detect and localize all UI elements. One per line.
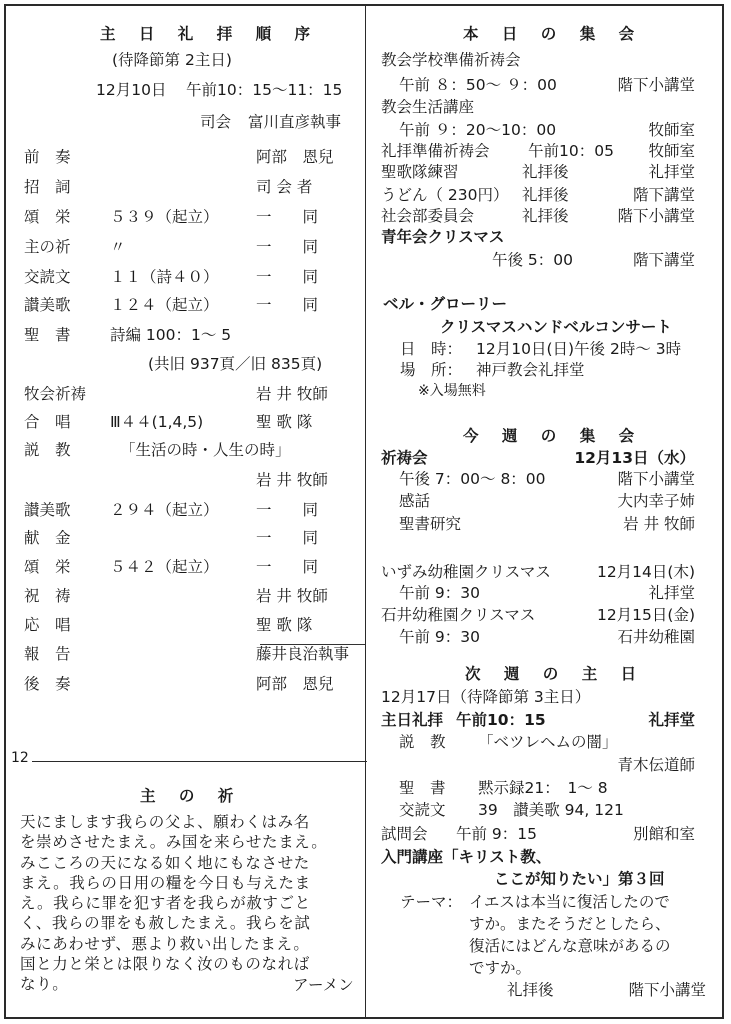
event-time: 礼拝後 [522, 186, 569, 204]
event-row [0, 732, 720, 752]
theme-label: テーマ： [400, 893, 463, 911]
order-item-label: 主の祈 [24, 238, 71, 256]
event-name: 試問会 [381, 825, 428, 843]
order-item-label: 頌 栄 [24, 208, 71, 226]
today-title: 本 日 の 集 会 [463, 25, 644, 43]
event-place: 青木伝道師 [617, 756, 695, 774]
theme-line: 復活にはどんな意味があるの [469, 937, 671, 955]
event-name: 説 教 [399, 733, 446, 751]
event-row [0, 491, 720, 511]
order-item-detail: ５３９（起立） [110, 208, 219, 226]
event-place: 階下講堂 [632, 251, 695, 269]
event-row [0, 162, 720, 182]
event-name: 午前 9：30 [399, 628, 481, 646]
order-item-detail: １１（詩４０） [110, 268, 219, 286]
order-item-person: 一 同 [256, 529, 319, 547]
order-item-label: 前 奏 [24, 148, 71, 166]
prayer-line: を崇めさせたまえ。み国を来らせたまえ。 [20, 833, 328, 852]
week-title: 今 週 の 集 会 [463, 427, 644, 445]
event-name: 主日礼拝 [381, 711, 444, 729]
presider-label: 司会 [200, 113, 232, 131]
order-item-label: 聖 書 [24, 326, 71, 344]
event-row [0, 755, 720, 775]
next-date: 12月17日（待降節第 3主日） [381, 688, 591, 706]
bell-date-label: 日 時： [400, 340, 463, 358]
event-name: 礼拝準備祈祷会 [381, 142, 490, 160]
order-item-label: 報 告 [24, 645, 71, 663]
event-row [0, 627, 720, 647]
event-time: 午後 5：00 [492, 251, 574, 269]
order-row [0, 295, 360, 315]
order-item-detail: (共旧 937頁／旧 835頁) [148, 355, 323, 373]
event-name: いずみ幼稚園クリスマス [381, 563, 551, 581]
event-row [0, 583, 720, 603]
order-item-label: 合 唱 [24, 413, 71, 431]
event-place: 階下小講堂 [617, 207, 695, 225]
bell-place: 神戸教会礼拝堂 [476, 361, 585, 379]
event-place: 12月13日（水） [574, 449, 695, 467]
intro-course-title: 入門講座「キリスト教、 [381, 848, 552, 866]
event-place: 岩 井 牧師 [623, 515, 695, 533]
order-item-person: 聖 歌 隊 [256, 616, 313, 634]
bell-title: ベル・グローリー [383, 295, 508, 313]
event-place: 牧師室 [648, 142, 695, 160]
event-row [0, 50, 720, 70]
event-time: 午前10：05 [528, 142, 614, 160]
event-row [0, 514, 720, 534]
order-row [0, 325, 360, 345]
event-place: 礼拝堂 [648, 163, 695, 181]
order-item-person: 岩 井 牧師 [256, 471, 328, 489]
event-row [0, 605, 720, 625]
theme-line: ですか。 [469, 959, 532, 977]
event-row [0, 120, 720, 140]
order-item-person: 一 同 [256, 208, 319, 226]
event-name: 交読文 [399, 801, 446, 819]
order-item-label: 説 教 [24, 441, 71, 459]
event-time: 黙示録21： 1〜 8 [478, 779, 608, 797]
event-place: 階下小講堂 [617, 76, 695, 94]
event-row [0, 75, 720, 95]
order-item-label: 牧会祈祷 [24, 385, 87, 403]
amen-text: アーメン [293, 976, 354, 994]
order-title: 主 日 礼 拝 順 序 [100, 25, 319, 43]
order-item-person: 一 同 [256, 296, 319, 314]
order-item-detail: １２４（起立） [110, 296, 219, 314]
order-item-label: 交読文 [24, 268, 71, 286]
lords-prayer-title: 主 の 祈 [140, 787, 243, 805]
event-name: 教会学校準備祈祷会 [381, 51, 521, 69]
order-item-detail: 「生活の時・人生の時」 [120, 441, 291, 459]
event-place: 12月14日(木) [596, 563, 695, 581]
event-name: 聖歌隊練習 [381, 163, 459, 181]
event-row [0, 97, 720, 117]
order-item-label: 祝 祷 [24, 587, 71, 605]
event-row [0, 469, 720, 489]
event-name: 感話 [399, 492, 431, 510]
order-item-detail: 〃 [110, 238, 126, 256]
event-place: 礼拝堂 [648, 584, 695, 602]
order-item-label: 讃美歌 [24, 296, 71, 314]
event-name: 教会生活講座 [381, 98, 475, 116]
event-time: 「ベツレヘムの闇」 [478, 733, 618, 751]
theme-line: すか。またそうだとしたら、 [469, 915, 671, 933]
prayer-line: みにあわせず、悪より救い出したまえ。 [20, 934, 310, 953]
event-row [0, 778, 720, 798]
bell-date: 12月10日(日)午後 2時〜 3時 [476, 340, 682, 358]
event-row [0, 141, 720, 161]
order-item-detail: ２９４（起立） [110, 501, 219, 519]
event-name: 午前 9：30 [399, 584, 481, 602]
order-item-person: 岩 井 牧師 [256, 587, 328, 605]
event-place: 牧師室 [648, 121, 695, 139]
event-place: 階下小講堂 [617, 470, 695, 488]
event-name: 祈祷会 [381, 449, 428, 467]
bell-place-label: 場 所： [400, 361, 463, 379]
order-item-person: 聖 歌 隊 [256, 413, 313, 431]
event-name: 聖 書 [399, 779, 446, 797]
event-time: 午前10：15 [456, 711, 546, 729]
order-row [0, 644, 360, 664]
event-time: 礼拝後 [522, 207, 569, 225]
course-time: 礼拝後 [507, 981, 554, 999]
event-name: 聖書研究 [399, 515, 462, 533]
order-item-person: 阿部 恩兒 [256, 148, 334, 166]
service-date: 12月10日 [96, 81, 167, 99]
order-row [0, 267, 360, 287]
event-place: 階下講堂 [632, 186, 695, 204]
event-name: 石井幼稚園クリスマス [381, 606, 536, 624]
event-time: 午前 9：15 [456, 825, 538, 843]
event-name: 青年会クリスマス [381, 228, 505, 246]
next-title: 次 週 の 主 日 [465, 665, 646, 683]
prayer-line: なり。 [20, 975, 69, 994]
order-item-person: 岩 井 牧師 [256, 385, 328, 403]
intro-course-subtitle: ここが知りたい」第３回 [494, 870, 665, 888]
prayer-line: え。我らに罪を犯す者を我らが赦すごと [20, 894, 311, 913]
order-row [0, 674, 360, 694]
event-place: 礼拝堂 [648, 711, 695, 729]
event-name: 社会部委員会 [381, 207, 475, 225]
order-item-label: 献 金 [24, 529, 71, 547]
order-item-detail: Ⅲ４４(1,4,5) [110, 413, 204, 431]
order-row [0, 412, 360, 432]
event-row [0, 562, 720, 582]
order-item-label: 讃美歌 [24, 501, 71, 519]
order-item-person: 司 会 者 [256, 178, 313, 196]
event-name: 午前 ９：20〜10：00 [399, 121, 557, 139]
page-number: 12 [8, 750, 32, 766]
event-place: 大内幸子姉 [617, 492, 695, 510]
event-row [0, 800, 720, 820]
order-item-detail: ５４２（起立） [110, 558, 219, 576]
event-name: 午前 ８：50〜 ９：00 [399, 76, 557, 94]
bell-subtitle: クリスマスハンドベルコンサート [440, 318, 672, 336]
event-row [0, 206, 720, 226]
event-place: 12月15日(金) [596, 606, 695, 624]
course-place: 階下小講堂 [628, 981, 706, 999]
event-name: 午後 7：00〜 8：00 [399, 470, 546, 488]
event-name: うどん（ 230円） [381, 186, 509, 204]
order-item-label: 後 奏 [24, 675, 71, 693]
order-item-detail: 詩編 100：1〜 5 [110, 326, 232, 344]
event-time: 39 讃美歌 94, 121 [478, 801, 624, 819]
prayer-line: まえ。我らの日用の糧を今日も与えたま [20, 873, 311, 892]
order-item-person: 藤井良治執事 [256, 645, 350, 663]
order-item-person: 一 同 [256, 238, 319, 256]
prayer-line: みこころの天になる如く地にもなさせた [20, 853, 310, 872]
event-row [0, 448, 720, 468]
order-item-label: 頌 栄 [24, 558, 71, 576]
event-row [0, 185, 720, 205]
order-item-label: 応 唱 [24, 616, 71, 634]
event-row [0, 710, 720, 730]
service-time: 午前10：15〜11：15 [186, 81, 343, 99]
prayer-line: 国と力と栄とは限りなく汝のものなれば [20, 955, 310, 974]
order-item-person: 一 同 [256, 268, 319, 286]
event-time: 礼拝後 [522, 163, 569, 181]
bell-note: ※入場無料 [418, 383, 486, 399]
prayer-line: く、我らの罪をも赦したまえ。我らを試 [20, 914, 311, 933]
order-item-person: 阿部 恩兒 [256, 675, 334, 693]
presider-name: 富川直彦執事 [248, 113, 342, 131]
event-place: 別館和室 [632, 825, 695, 843]
order-item-label: 招 詞 [24, 178, 71, 196]
theme-line: イエスは本当に復活したので [469, 893, 670, 911]
event-row [0, 227, 720, 247]
order-row [0, 384, 360, 404]
order-row [0, 354, 360, 374]
order-item-person: 一 同 [256, 501, 319, 519]
event-row [0, 824, 720, 844]
order-subtitle: (待降節第 2主日) [112, 51, 232, 69]
prayer-line: 天にまします我らの父よ、願わくはみ名 [20, 813, 310, 831]
order-item-person: 一 同 [256, 558, 319, 576]
event-row [0, 250, 720, 270]
event-place: 石井幼稚園 [617, 628, 695, 646]
